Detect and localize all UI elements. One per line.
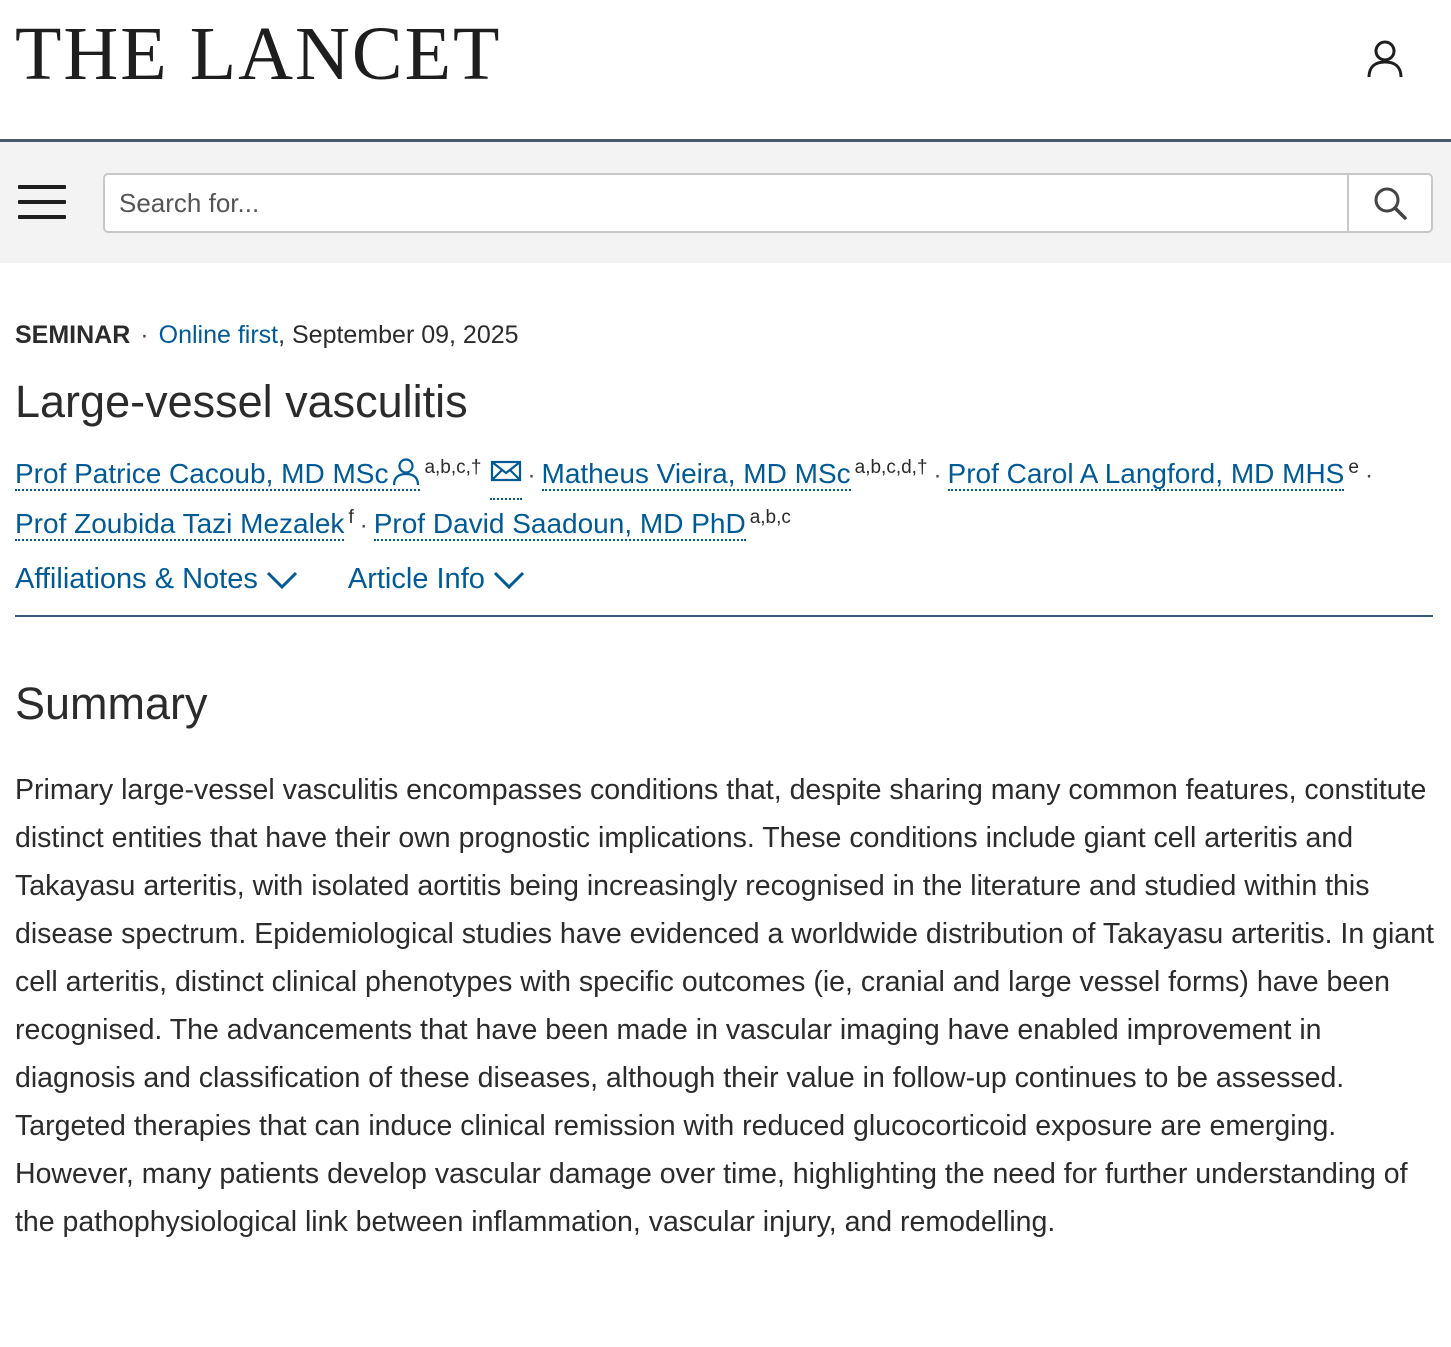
article-title: Large-vessel vasculitis — [15, 376, 468, 427]
affiliations-notes-label: Affiliations & Notes — [15, 563, 258, 595]
author-affiliation: a,b,c,† — [424, 456, 482, 478]
author-separator: · — [1364, 462, 1373, 489]
hamburger-menu-icon — [18, 185, 66, 189]
author-affiliation: a,b,c,d,† — [854, 456, 928, 478]
mail-icon — [490, 459, 522, 483]
author-link[interactable]: Prof Carol A Langford, MD MHS — [947, 458, 1345, 489]
meta-separator: · — [140, 321, 149, 349]
author-separator: · — [933, 462, 942, 489]
user-icon — [1366, 39, 1404, 79]
chevron-down-icon — [266, 570, 298, 590]
site-header — [0, 0, 1451, 139]
account-button[interactable] — [1362, 36, 1408, 82]
summary-heading: Summary — [15, 678, 208, 729]
article-info-toggle[interactable] — [348, 563, 525, 596]
search-button[interactable] — [1347, 175, 1431, 231]
search-icon — [1372, 185, 1408, 221]
author-separator: · — [527, 462, 536, 489]
toggles-divider — [15, 615, 1433, 617]
menu-button[interactable] — [18, 185, 68, 221]
author-affiliation: e — [1348, 456, 1359, 478]
article-section: SEMINAR — [15, 321, 131, 349]
article-info-label: Article Info — [347, 563, 485, 595]
author-list — [15, 450, 1440, 550]
search-input[interactable] — [105, 175, 1347, 231]
corresponding-author-icon — [392, 457, 420, 487]
author-link[interactable]: Prof Zoubida Tazi Mezalek — [15, 508, 345, 539]
affiliations-notes-toggle[interactable] — [15, 563, 298, 596]
author-link[interactable] — [15, 458, 420, 491]
author-separator: · — [359, 512, 368, 539]
site-logo[interactable]: THE LANCET — [15, 12, 502, 96]
email-author-link[interactable] — [490, 450, 522, 500]
author-link[interactable]: Prof David Saadoun, MD PhD — [373, 508, 746, 539]
author-link[interactable]: Matheus Vieira, MD MSc — [541, 458, 851, 489]
author-affiliation: a,b,c — [749, 506, 791, 528]
summary-text: Primary large-vessel vasculitis encompasses conditions that, despite sharing many common features, constitute distinct entities that have their own prognostic implications. These conditions include giant cell arteritis and Takayasu arteritis, with isolated aortitis being increasingly recognised in the literature and studied within this disease spectrum. Epidemiological studies have evidenced a worldwide distribution of Takayasu arteritis. In giant cell arteritis, distinct clinical phenotypes with specific outcomes (ie, cranial and large vessel forms) have been recognised. The advancements that have been made in vascular imaging have enabled improvement in diagnosis and classification of these diseases, although their value in follow-up continues to be assessed. Targeted therapies that can induce clinical remission with reduced glucocorticoid exposure are emerging. However, many patients develop vascular damage over time, highlighting the need for further understanding of the pathophysiological link between inflammation, vascular injury, and remodelling. — [15, 774, 1434, 1238]
search-box — [103, 173, 1433, 233]
author-affiliation: f — [348, 506, 354, 528]
article-toggles — [15, 563, 575, 596]
chevron-down-icon — [493, 570, 525, 590]
author-name: Prof Patrice Cacoub, MD MSc — [15, 458, 389, 489]
online-first-link[interactable]: Online first — [158, 321, 279, 349]
publication-date: , September 09, 2025 — [278, 321, 519, 349]
article-meta — [15, 321, 519, 350]
